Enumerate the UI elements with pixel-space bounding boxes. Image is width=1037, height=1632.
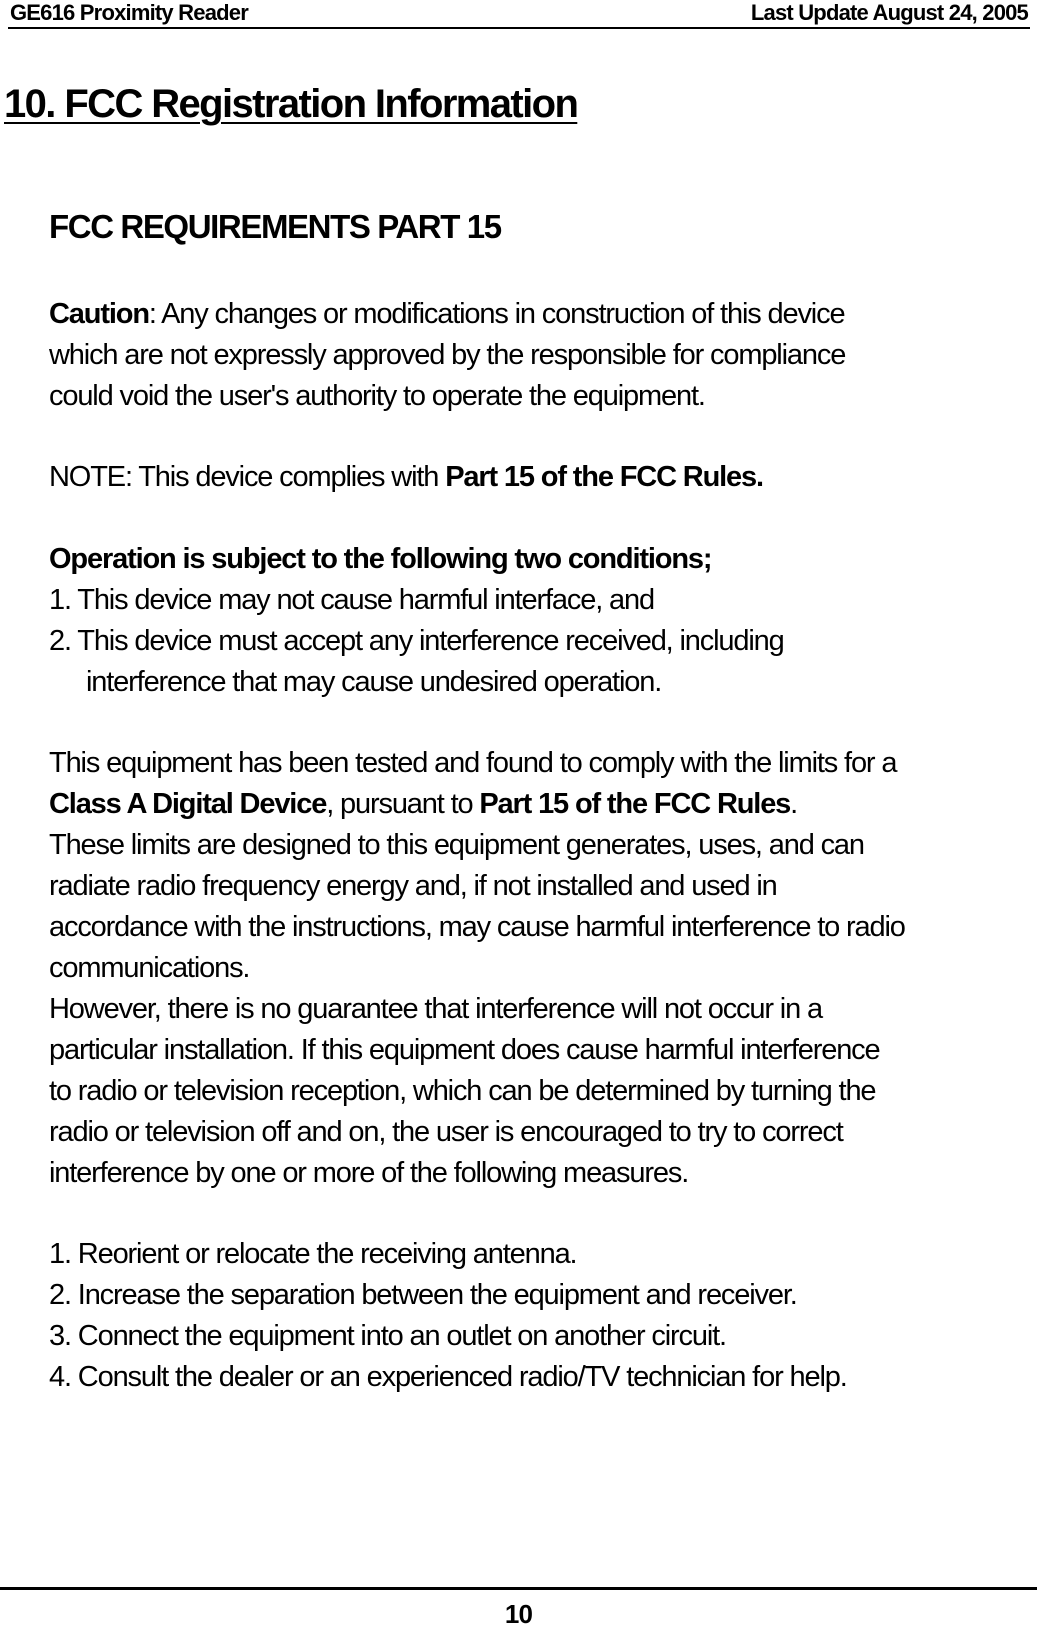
conditions-heading [49, 542, 711, 576]
body-line-1: This equipment has been tested and found to comply with the limits for a [49, 747, 897, 779]
page-number: 10 [504, 1599, 533, 1629]
note-prefix: NOTE: This device complies with [49, 461, 446, 493]
condition-item-1: 1. This device may not cause harmful interface, and [49, 584, 654, 616]
body-line-11: interference by one or more of the following measures. [49, 1157, 689, 1189]
caution-line-3: could void the user's authority to operate the equipment. [49, 380, 705, 412]
body-line-9: to radio or television reception, which can be determined by turning the [49, 1075, 876, 1107]
body-line-2-end: . [790, 788, 798, 820]
caution-line-2: which are not expressly approved by the responsible for compliance [49, 339, 846, 371]
caution-line-1 [49, 297, 844, 331]
page-header [8, 0, 1030, 29]
body-line-4: radiate radio frequency energy and, if not installed and used in [49, 870, 777, 902]
page-title: 10. FCC Registration Information [4, 82, 578, 126]
caution-label: Caution [49, 298, 149, 330]
note-bold: Part 15 of the FCC Rules. [445, 461, 763, 493]
measure-item-2: 2. Increase the separation between the equipment and receiver. [49, 1279, 797, 1311]
measure-item-1: 1. Reorient or relocate the receiving antenna. [49, 1238, 577, 1270]
section-heading: FCC REQUIREMENTS PART 15 [49, 208, 501, 245]
body-line-2 [49, 787, 797, 821]
header-product-name: GE616 Proximity Reader [10, 0, 248, 25]
body-line-10: radio or television off and on, the user is encouraged to try to correct [49, 1116, 843, 1148]
caution-text-1: : Any changes or modifications in construction of this device [148, 298, 845, 330]
body-line-7: However, there is no guarantee that interference will not occur in a [49, 993, 822, 1025]
body-line-6: communications. [49, 952, 250, 984]
footer-divider [0, 1587, 1037, 1590]
body-line-2-mid: , pursuant to [326, 788, 480, 820]
condition-item-2: 2. This device must accept any interference received, including [49, 625, 784, 657]
class-a-device: Class A Digital Device [49, 788, 327, 820]
condition-item-2-continued: interference that may cause undesired operation. [86, 666, 662, 698]
measure-item-4: 4. Consult the dealer or an experienced radio/TV technician for help. [49, 1361, 847, 1393]
body-line-3: These limits are designed to this equipment generates, uses, and can [49, 829, 864, 861]
body-line-8: particular installation. If this equipment does cause harmful interference [49, 1034, 880, 1066]
body-line-5: accordance with the instructions, may cause harmful interference to radio [49, 911, 905, 943]
note-line [49, 460, 763, 494]
measure-item-3: 3. Connect the equipment into an outlet on another circuit. [49, 1320, 726, 1352]
fcc-rules-ref: Part 15 of the FCC Rules [479, 788, 791, 820]
header-last-update: Last Update August 24, 2005 [750, 0, 1028, 25]
conditions-heading-text: Operation is subject to the following two conditions; [49, 543, 712, 575]
